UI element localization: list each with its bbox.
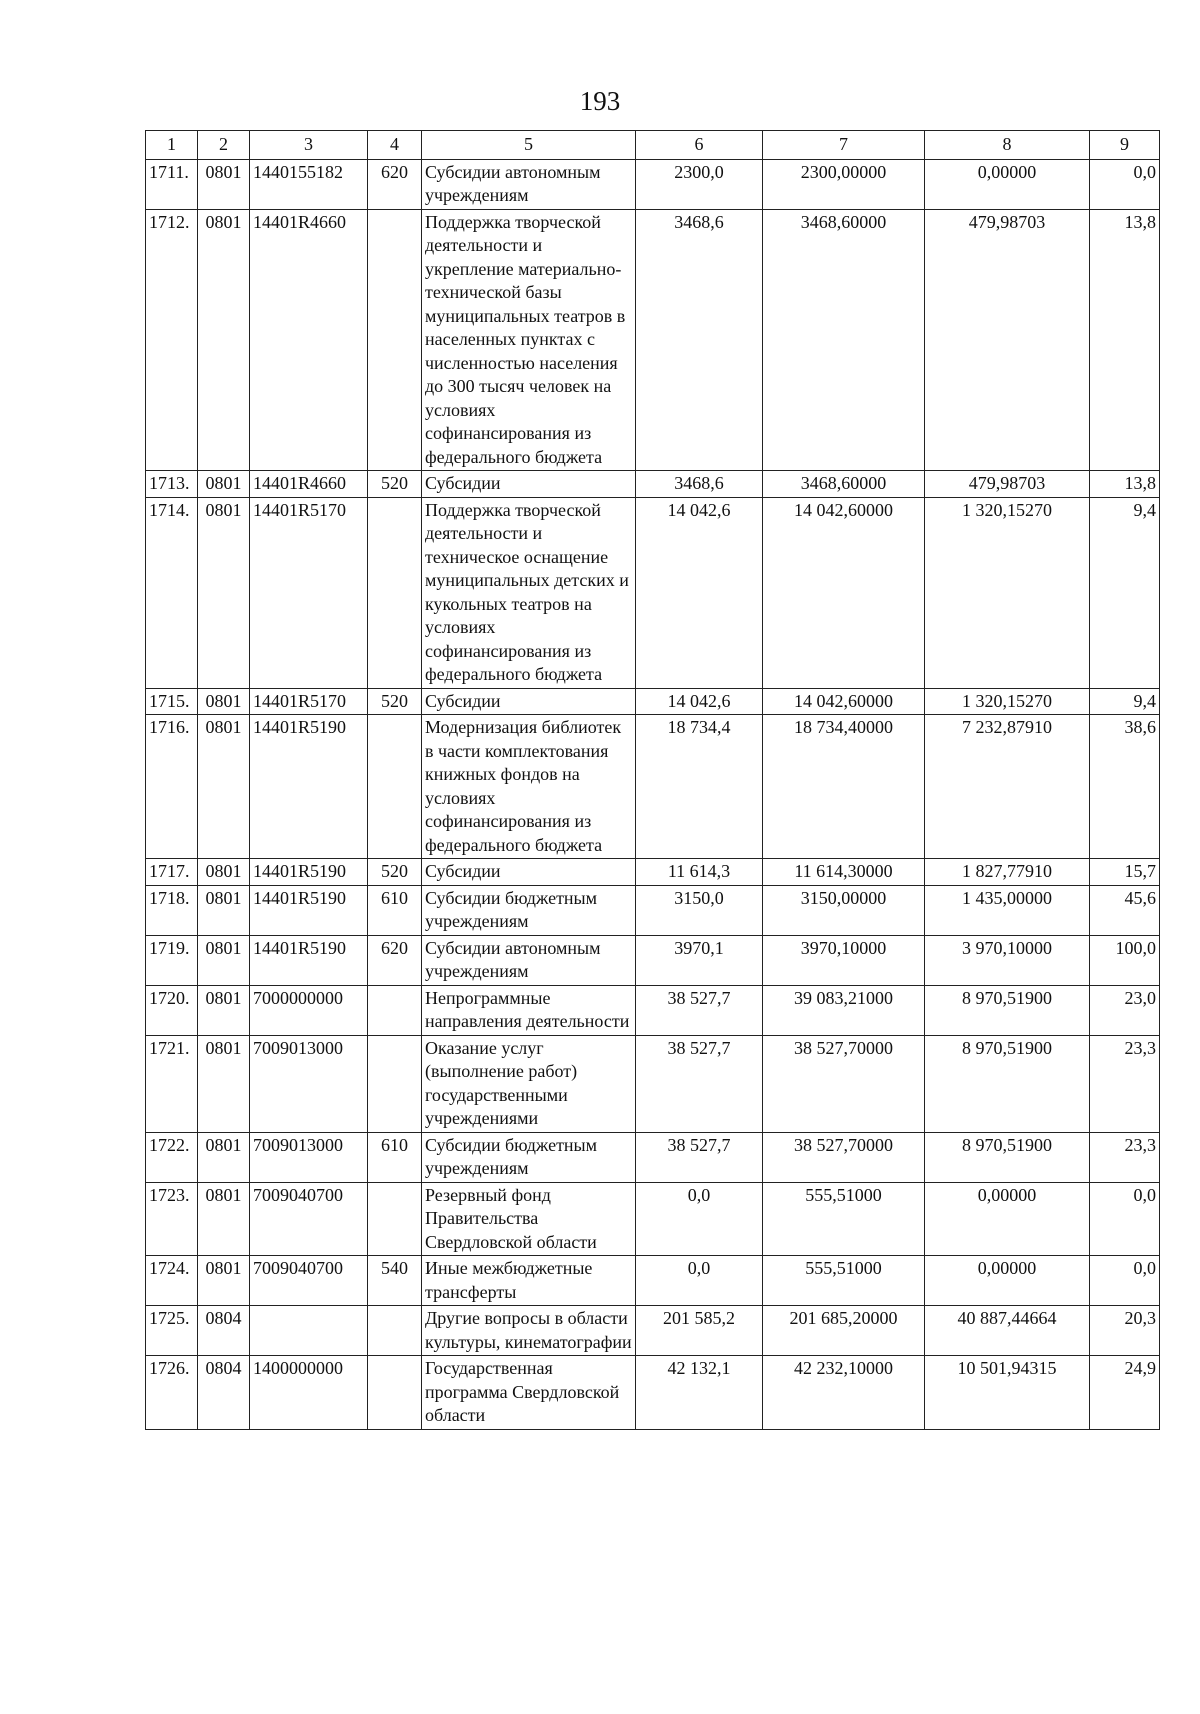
section-code-cell: 0804 (198, 1306, 250, 1356)
refined-amount-cell: 14 042,60000 (763, 688, 925, 715)
percent-executed-cell: 13,8 (1090, 471, 1160, 498)
approved-amount-cell: 42 132,1 (636, 1356, 763, 1430)
section-code-cell: 0801 (198, 1035, 250, 1132)
column-header: 3 (250, 131, 368, 160)
percent-executed-cell: 23,3 (1090, 1035, 1160, 1132)
expense-type-cell (368, 985, 422, 1035)
refined-amount-cell: 3150,00000 (763, 885, 925, 935)
target-article-cell: 14401R5190 (250, 885, 368, 935)
expense-type-cell: 620 (368, 935, 422, 985)
row-number-cell: 1718. (146, 885, 198, 935)
expense-type-cell: 520 (368, 471, 422, 498)
description-cell: Государственная программа Свердловской области (422, 1356, 636, 1430)
executed-amount-cell: 8 970,51900 (925, 1035, 1090, 1132)
percent-executed-cell: 0,0 (1090, 1182, 1160, 1256)
row-number-cell: 1724. (146, 1256, 198, 1306)
row-number-cell: 1722. (146, 1132, 198, 1182)
percent-executed-cell: 0,0 (1090, 1256, 1160, 1306)
description-cell: Субсидии автономным учреждениям (422, 159, 636, 209)
expense-type-cell (368, 1182, 422, 1256)
percent-executed-cell: 45,6 (1090, 885, 1160, 935)
percent-executed-cell: 23,0 (1090, 985, 1160, 1035)
table-row (146, 935, 1160, 985)
approved-amount-cell: 3970,1 (636, 935, 763, 985)
column-header: 6 (636, 131, 763, 160)
description-cell: Резервный фонд Правительства Свердловской области (422, 1182, 636, 1256)
section-code-cell: 0801 (198, 471, 250, 498)
target-article-cell: 7009013000 (250, 1035, 368, 1132)
table-header-row (146, 131, 1160, 160)
section-code-cell: 0801 (198, 209, 250, 471)
expense-type-cell: 520 (368, 688, 422, 715)
section-code-cell: 0801 (198, 159, 250, 209)
target-article-cell: 14401R5190 (250, 859, 368, 886)
column-header: 7 (763, 131, 925, 160)
percent-executed-cell: 20,3 (1090, 1306, 1160, 1356)
table-row (146, 471, 1160, 498)
target-article-cell: 14401R5190 (250, 935, 368, 985)
approved-amount-cell: 0,0 (636, 1256, 763, 1306)
refined-amount-cell: 38 527,70000 (763, 1132, 925, 1182)
description-cell: Субсидии бюджетным учреждениям (422, 1132, 636, 1182)
description-cell: Субсидии автономным учреждениям (422, 935, 636, 985)
executed-amount-cell: 3 970,10000 (925, 935, 1090, 985)
page-number: 193 (579, 86, 621, 116)
description-cell: Субсидии бюджетным учреждениям (422, 885, 636, 935)
row-number-cell: 1717. (146, 859, 198, 886)
expense-type-cell: 620 (368, 159, 422, 209)
approved-amount-cell: 14 042,6 (636, 688, 763, 715)
section-code-cell: 0801 (198, 885, 250, 935)
executed-amount-cell: 1 320,15270 (925, 497, 1090, 688)
row-number-cell: 1711. (146, 159, 198, 209)
expense-type-cell: 520 (368, 859, 422, 886)
refined-amount-cell: 11 614,30000 (763, 859, 925, 886)
approved-amount-cell: 3468,6 (636, 471, 763, 498)
description-cell: Поддержка творческой деятельности и техническое оснащение муниципальных детских и кукольных театров на условиях софинансирования из федерального бюджета (422, 497, 636, 688)
target-article-cell: 14401R5170 (250, 688, 368, 715)
description-cell: Непрограммные направления деятельности (422, 985, 636, 1035)
table-row (146, 688, 1160, 715)
column-header: 2 (198, 131, 250, 160)
executed-amount-cell: 7 232,87910 (925, 715, 1090, 859)
approved-amount-cell: 0,0 (636, 1182, 763, 1256)
refined-amount-cell: 3468,60000 (763, 209, 925, 471)
row-number-cell: 1719. (146, 935, 198, 985)
column-header: 8 (925, 131, 1090, 160)
description-cell: Субсидии (422, 471, 636, 498)
percent-executed-cell: 15,7 (1090, 859, 1160, 886)
row-number-cell: 1712. (146, 209, 198, 471)
target-article-cell: 7000000000 (250, 985, 368, 1035)
section-code-cell: 0801 (198, 688, 250, 715)
table-row (146, 1356, 1160, 1430)
percent-executed-cell: 9,4 (1090, 497, 1160, 688)
expense-type-cell (368, 1306, 422, 1356)
executed-amount-cell: 479,98703 (925, 209, 1090, 471)
table-row (146, 715, 1160, 859)
table-row (146, 1306, 1160, 1356)
target-article-cell: 1440155182 (250, 159, 368, 209)
target-article-cell: 1400000000 (250, 1356, 368, 1430)
executed-amount-cell: 0,00000 (925, 159, 1090, 209)
executed-amount-cell: 479,98703 (925, 471, 1090, 498)
budget-table (145, 130, 1160, 1430)
expense-type-cell: 610 (368, 1132, 422, 1182)
expense-type-cell (368, 497, 422, 688)
row-number-cell: 1720. (146, 985, 198, 1035)
percent-executed-cell: 0,0 (1090, 159, 1160, 209)
refined-amount-cell: 39 083,21000 (763, 985, 925, 1035)
table-row (146, 885, 1160, 935)
target-article-cell: 7009040700 (250, 1182, 368, 1256)
executed-amount-cell: 10 501,94315 (925, 1356, 1090, 1430)
target-article-cell: 14401R5190 (250, 715, 368, 859)
refined-amount-cell: 201 685,20000 (763, 1306, 925, 1356)
expense-type-cell (368, 1356, 422, 1430)
approved-amount-cell: 14 042,6 (636, 497, 763, 688)
percent-executed-cell: 9,4 (1090, 688, 1160, 715)
table-row (146, 1035, 1160, 1132)
target-article-cell (250, 1306, 368, 1356)
table-row (146, 859, 1160, 886)
percent-executed-cell: 100,0 (1090, 935, 1160, 985)
refined-amount-cell: 555,51000 (763, 1256, 925, 1306)
description-cell: Иные межбюджетные трансферты (422, 1256, 636, 1306)
expense-type-cell (368, 715, 422, 859)
row-number-cell: 1721. (146, 1035, 198, 1132)
approved-amount-cell: 38 527,7 (636, 1035, 763, 1132)
target-article-cell: 7009040700 (250, 1256, 368, 1306)
description-cell: Другие вопросы в области культуры, кинематографии (422, 1306, 636, 1356)
refined-amount-cell: 2300,00000 (763, 159, 925, 209)
row-number-cell: 1713. (146, 471, 198, 498)
executed-amount-cell: 0,00000 (925, 1256, 1090, 1306)
section-code-cell: 0801 (198, 859, 250, 886)
table-row (146, 497, 1160, 688)
expense-type-cell (368, 1035, 422, 1132)
column-header: 4 (368, 131, 422, 160)
refined-amount-cell: 3468,60000 (763, 471, 925, 498)
target-article-cell: 14401R4660 (250, 471, 368, 498)
executed-amount-cell: 1 435,00000 (925, 885, 1090, 935)
refined-amount-cell: 14 042,60000 (763, 497, 925, 688)
column-header: 1 (146, 131, 198, 160)
section-code-cell: 0801 (198, 935, 250, 985)
refined-amount-cell: 3970,10000 (763, 935, 925, 985)
target-article-cell: 14401R5170 (250, 497, 368, 688)
description-cell: Модернизация библиотек в части комплектования книжных фондов на условиях софинансирования из федерального бюджета (422, 715, 636, 859)
table-row (146, 1182, 1160, 1256)
table-row (146, 1256, 1160, 1306)
row-number-cell: 1723. (146, 1182, 198, 1256)
approved-amount-cell: 38 527,7 (636, 985, 763, 1035)
refined-amount-cell: 42 232,10000 (763, 1356, 925, 1430)
approved-amount-cell: 11 614,3 (636, 859, 763, 886)
section-code-cell: 0801 (198, 715, 250, 859)
executed-amount-cell: 1 827,77910 (925, 859, 1090, 886)
section-code-cell: 0804 (198, 1356, 250, 1430)
description-cell: Субсидии (422, 859, 636, 886)
target-article-cell: 14401R4660 (250, 209, 368, 471)
section-code-cell: 0801 (198, 497, 250, 688)
description-cell: Оказание услуг (выполнение работ) государственными учреждениями (422, 1035, 636, 1132)
approved-amount-cell: 18 734,4 (636, 715, 763, 859)
refined-amount-cell: 18 734,40000 (763, 715, 925, 859)
section-code-cell: 0801 (198, 985, 250, 1035)
refined-amount-cell: 38 527,70000 (763, 1035, 925, 1132)
column-header: 5 (422, 131, 636, 160)
table-row (146, 159, 1160, 209)
column-header: 9 (1090, 131, 1160, 160)
executed-amount-cell: 0,00000 (925, 1182, 1090, 1256)
target-article-cell: 7009013000 (250, 1132, 368, 1182)
section-code-cell: 0801 (198, 1182, 250, 1256)
expense-type-cell (368, 209, 422, 471)
row-number-cell: 1714. (146, 497, 198, 688)
executed-amount-cell: 8 970,51900 (925, 1132, 1090, 1182)
row-number-cell: 1726. (146, 1356, 198, 1430)
percent-executed-cell: 23,3 (1090, 1132, 1160, 1182)
table-row (146, 209, 1160, 471)
description-cell: Субсидии (422, 688, 636, 715)
executed-amount-cell: 1 320,15270 (925, 688, 1090, 715)
approved-amount-cell: 3468,6 (636, 209, 763, 471)
table-row (146, 985, 1160, 1035)
expense-type-cell: 610 (368, 885, 422, 935)
description-cell: Поддержка творческой деятельности и укрепление материально-технической базы муниципальных театров в населенных пунктах с численностью населения до 300 тысяч человек на условиях софинансирования из федерального бюджета (422, 209, 636, 471)
section-code-cell: 0801 (198, 1256, 250, 1306)
table-row (146, 1132, 1160, 1182)
percent-executed-cell: 24,9 (1090, 1356, 1160, 1430)
percent-executed-cell: 13,8 (1090, 209, 1160, 471)
percent-executed-cell: 38,6 (1090, 715, 1160, 859)
approved-amount-cell: 38 527,7 (636, 1132, 763, 1182)
row-number-cell: 1716. (146, 715, 198, 859)
table-body (146, 159, 1160, 1429)
executed-amount-cell: 8 970,51900 (925, 985, 1090, 1035)
refined-amount-cell: 555,51000 (763, 1182, 925, 1256)
approved-amount-cell: 2300,0 (636, 159, 763, 209)
section-code-cell: 0801 (198, 1132, 250, 1182)
approved-amount-cell: 3150,0 (636, 885, 763, 935)
executed-amount-cell: 40 887,44664 (925, 1306, 1090, 1356)
expense-type-cell: 540 (368, 1256, 422, 1306)
row-number-cell: 1715. (146, 688, 198, 715)
row-number-cell: 1725. (146, 1306, 198, 1356)
approved-amount-cell: 201 585,2 (636, 1306, 763, 1356)
